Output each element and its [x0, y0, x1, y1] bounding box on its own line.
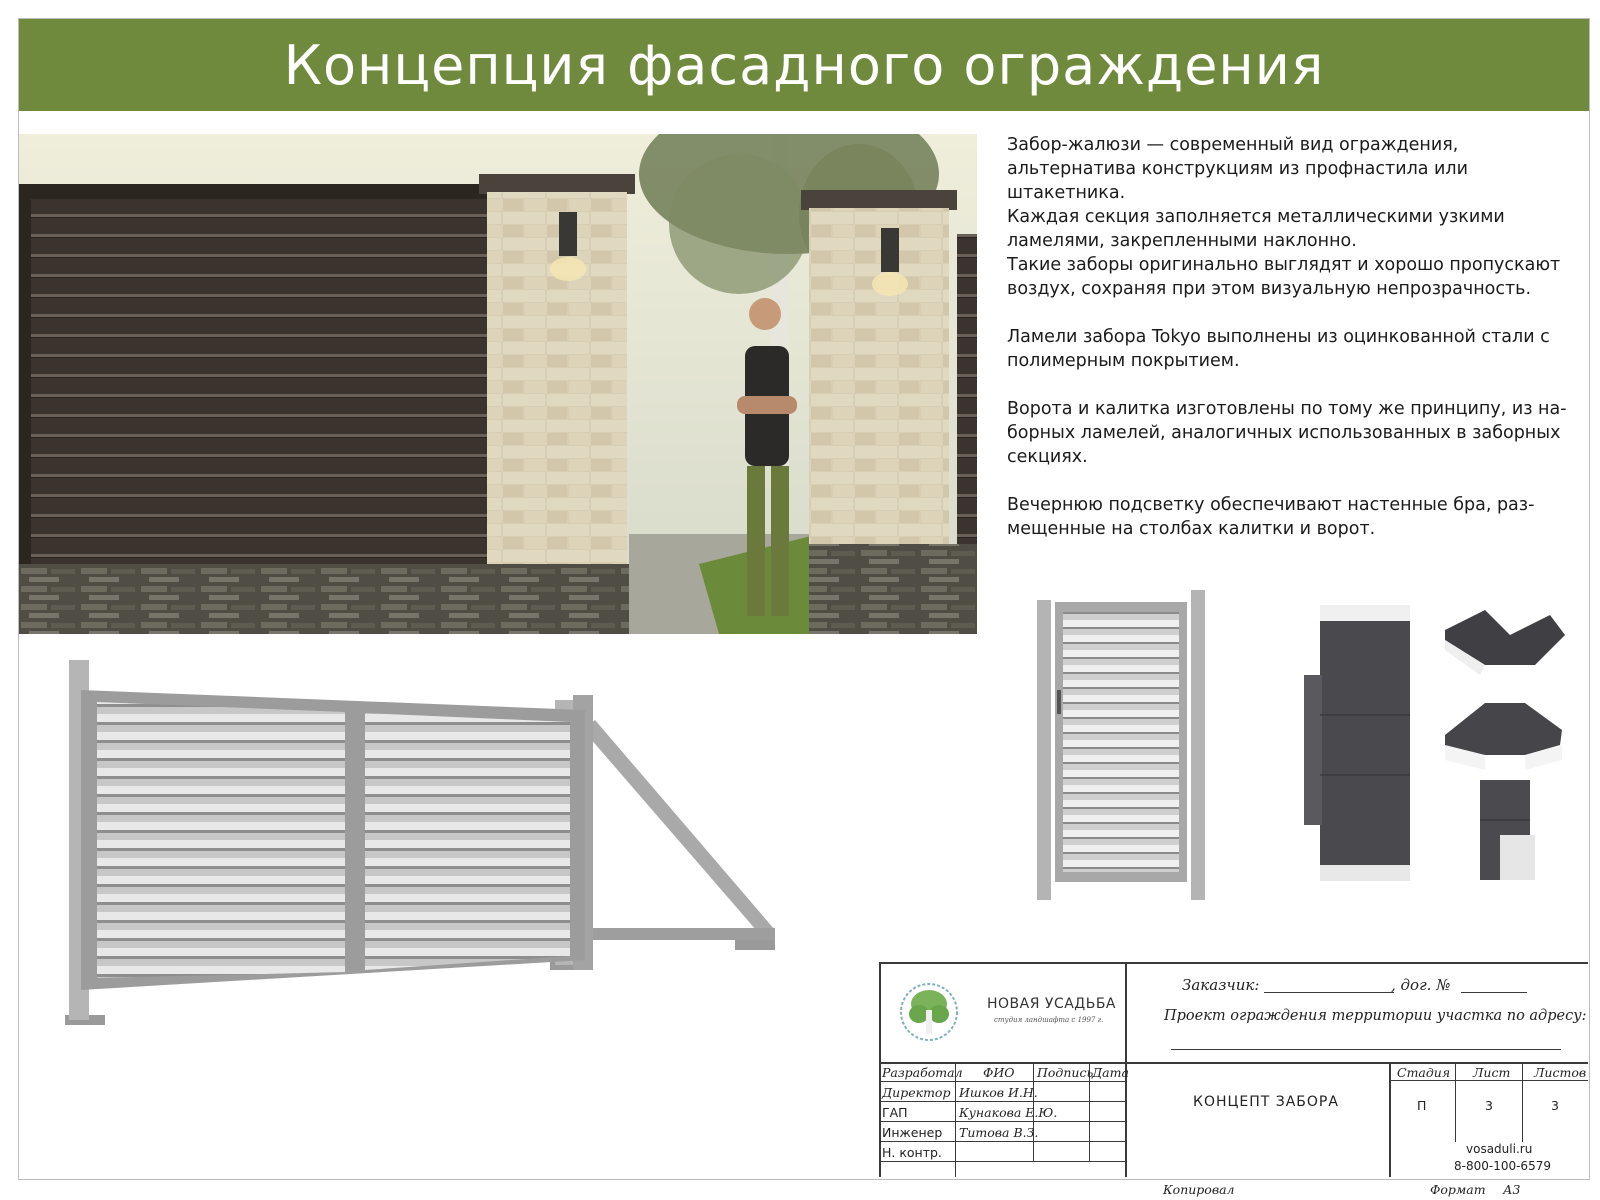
- row-role: Инженер: [882, 1125, 943, 1140]
- fence-render-image: [19, 134, 977, 634]
- col-fio-header: ФИО: [983, 1065, 1015, 1080]
- phone: 8-800-100-6579: [1454, 1159, 1551, 1173]
- customer-label: Заказчик:: [1182, 976, 1260, 994]
- col-sign-header: Подпись: [1037, 1065, 1094, 1080]
- description-paragraph-2: Ламели забора Tokyo выполнены из оцинкованной стали с полимерным покрытием.: [1007, 327, 1550, 371]
- sliding-gate-image: [55, 660, 815, 1050]
- wicket-gate-image: [1033, 590, 1213, 910]
- company-logo-icon: [897, 980, 961, 1044]
- stage-label: Стадия: [1397, 1065, 1451, 1080]
- project-title: Проект ограждения территории участка по адресу:: [1164, 1008, 1587, 1024]
- row-role: Директор: [882, 1085, 951, 1100]
- stage-value: П: [1417, 1098, 1427, 1113]
- row-fio: Кунакова Е.Ю.: [959, 1105, 1058, 1120]
- row-fio: Титова В.З.: [959, 1125, 1039, 1140]
- sheets-value: 3: [1551, 1098, 1559, 1113]
- description-text: [1007, 133, 1577, 565]
- page-title: Концепция фасадного ограждения: [283, 33, 1325, 97]
- header-banner: [19, 19, 1589, 111]
- format-value: А3: [1503, 1182, 1521, 1197]
- col-role-header: Разработал: [882, 1065, 963, 1080]
- description-paragraph-3: Ворота и калитка изготовлены по тому же принципу, из на- борных ламелей, аналогичных использованных в заборных секциях.: [1007, 399, 1567, 467]
- sheet-value: 3: [1485, 1098, 1493, 1113]
- row-role: ГАП: [882, 1105, 908, 1120]
- company-name: НОВАЯ УСАДЬБА: [987, 996, 1117, 1012]
- wall-lamps-image: [1300, 605, 1580, 905]
- website: vosaduli.ru: [1466, 1142, 1533, 1156]
- row-role: Н. контр.: [882, 1145, 942, 1160]
- title-block: [879, 962, 1588, 1177]
- col-date-header: Дата: [1092, 1065, 1129, 1080]
- row-fio: Ишков И.Н.: [959, 1085, 1038, 1100]
- description-paragraph-4: Вечернюю подсветку обеспечивают настенные бра, раз- мещенные на столбах калитки и ворот.: [1007, 495, 1535, 539]
- contract-label: , дог. №: [1391, 976, 1451, 994]
- format-label: Формат: [1430, 1182, 1486, 1197]
- sheet-name: КОНЦЕПТ ЗАБОРА: [1193, 1094, 1339, 1110]
- copied-label: Копировал: [1163, 1182, 1235, 1197]
- sheet-label: Лист: [1473, 1065, 1511, 1080]
- description-paragraph-1: Забор-жалюзи — современный вид ограждения, альтернатива конструкциям из профнастила или штакетника. Каждая секция заполняется металлическими узкими ламелями, закрепленными наклонно. Такие заборы оригинально выглядят и хорошо пропускают воздух, сохраняя при этом визуальную непрозрачность.: [1007, 135, 1561, 299]
- sheets-label: Листов: [1534, 1065, 1587, 1080]
- company-subtitle: студия ландшафта с 1997 г.: [994, 1016, 1104, 1024]
